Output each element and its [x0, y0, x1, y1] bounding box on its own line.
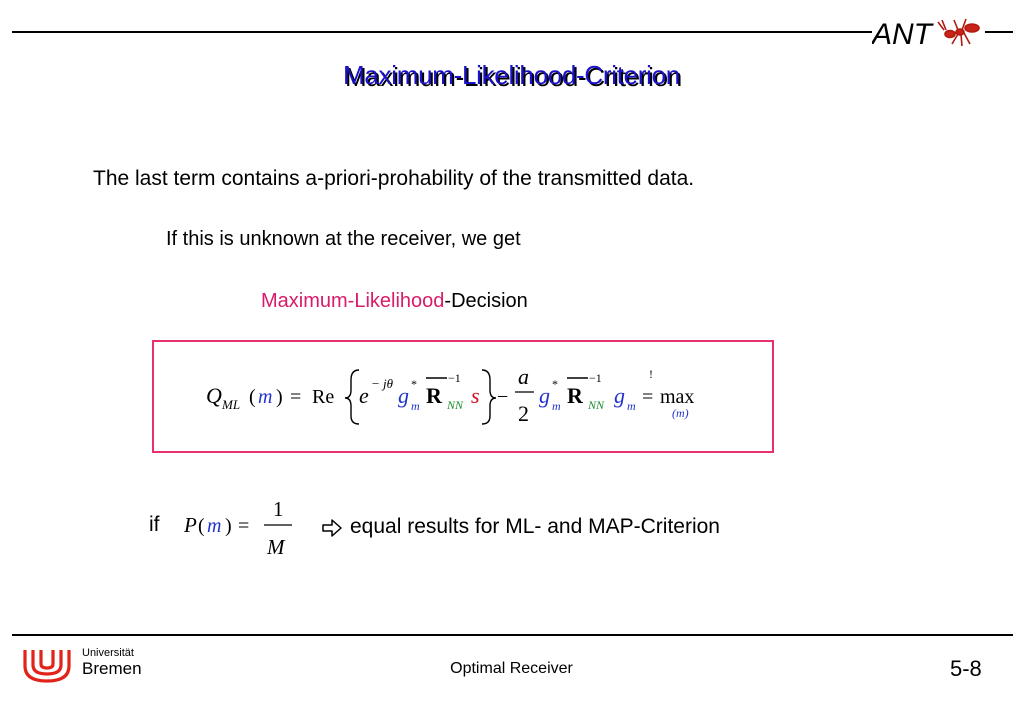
formula-equals: =	[290, 386, 302, 408]
ant-icon	[938, 19, 979, 46]
formula-s: s	[471, 383, 480, 408]
equal-results-text: equal results for ML- and MAP-Criterion	[350, 515, 720, 538]
formula-equals-2: =	[642, 386, 654, 408]
pm-equals: =	[238, 515, 250, 537]
formula-rparen: )	[276, 386, 283, 408]
ml-criterion-formula	[152, 340, 774, 453]
formula-two: 2	[518, 401, 529, 426]
formula-R2-sub: NN	[588, 398, 605, 412]
formula-R2: R	[567, 383, 583, 408]
pm-denominator: M	[267, 535, 285, 559]
formula-lparen: (	[249, 386, 256, 408]
body-line-apriori: The last term contains a-priori-prohability of the transmitted data.	[93, 167, 695, 190]
header-rule-right	[985, 31, 1013, 33]
ml-decision-suffix: -Decision	[444, 290, 528, 312]
pm-m: m	[207, 515, 222, 537]
formula-excl: !	[649, 367, 653, 381]
formula-g3: g	[614, 383, 625, 408]
formula-g1: g	[398, 383, 409, 408]
body-line-unknown: If this is unknown at the receiver, we get	[166, 228, 521, 250]
ml-decision-heading	[261, 290, 528, 313]
formula-Re: Re	[312, 386, 335, 408]
formula-g2-sub: m	[552, 399, 561, 413]
formula-a: a	[518, 364, 529, 389]
formula-g1-star: *	[411, 377, 417, 391]
formula-R1-sub: NN	[447, 398, 464, 412]
formula-g2: g	[539, 383, 550, 408]
formula-e: e	[359, 383, 369, 408]
ant-logo-text: ANT	[872, 18, 932, 50]
university-name-line1: Universität	[82, 647, 134, 659]
formula-minus: −	[497, 386, 509, 408]
pm-lparen: (	[198, 515, 205, 537]
formula-Q-sub: ML	[222, 397, 241, 412]
pm-P: P	[184, 513, 197, 537]
formula-g3-sub: m	[627, 399, 636, 413]
formula-max: max	[660, 386, 695, 408]
formula-g1-sub: m	[411, 399, 420, 413]
formula-g2-star: *	[552, 377, 558, 391]
slide-title: Maximum-Likelihood-Criterion	[343, 60, 680, 90]
formula-right-brace	[482, 370, 496, 424]
header-rule-left	[12, 31, 872, 33]
right-arrow-outline-icon	[321, 517, 343, 539]
formula-R2-inv: −1	[589, 371, 602, 385]
footer-chapter-title: Optimal Receiver	[450, 660, 573, 677]
formula-Q: Q	[206, 383, 222, 408]
formula-left-brace	[345, 370, 359, 424]
ant-logo	[872, 14, 984, 50]
if-label: if	[149, 513, 160, 536]
pm-numerator: 1	[273, 497, 284, 521]
university-name-line2: Bremen	[82, 659, 142, 678]
footer-rule	[12, 634, 1013, 636]
formula-R1-inv: −1	[448, 371, 461, 385]
page-number: 5-8	[950, 656, 982, 681]
formula-exp: − jθ	[371, 376, 394, 391]
prior-probability-formula	[176, 490, 296, 562]
formula-max-arg: (m)	[672, 406, 689, 420]
ml-decision-highlight: Maximum-Likelihood	[261, 290, 445, 312]
formula-R1: R	[426, 383, 442, 408]
formula-m: m	[258, 386, 273, 408]
pm-rparen: )	[225, 515, 232, 537]
